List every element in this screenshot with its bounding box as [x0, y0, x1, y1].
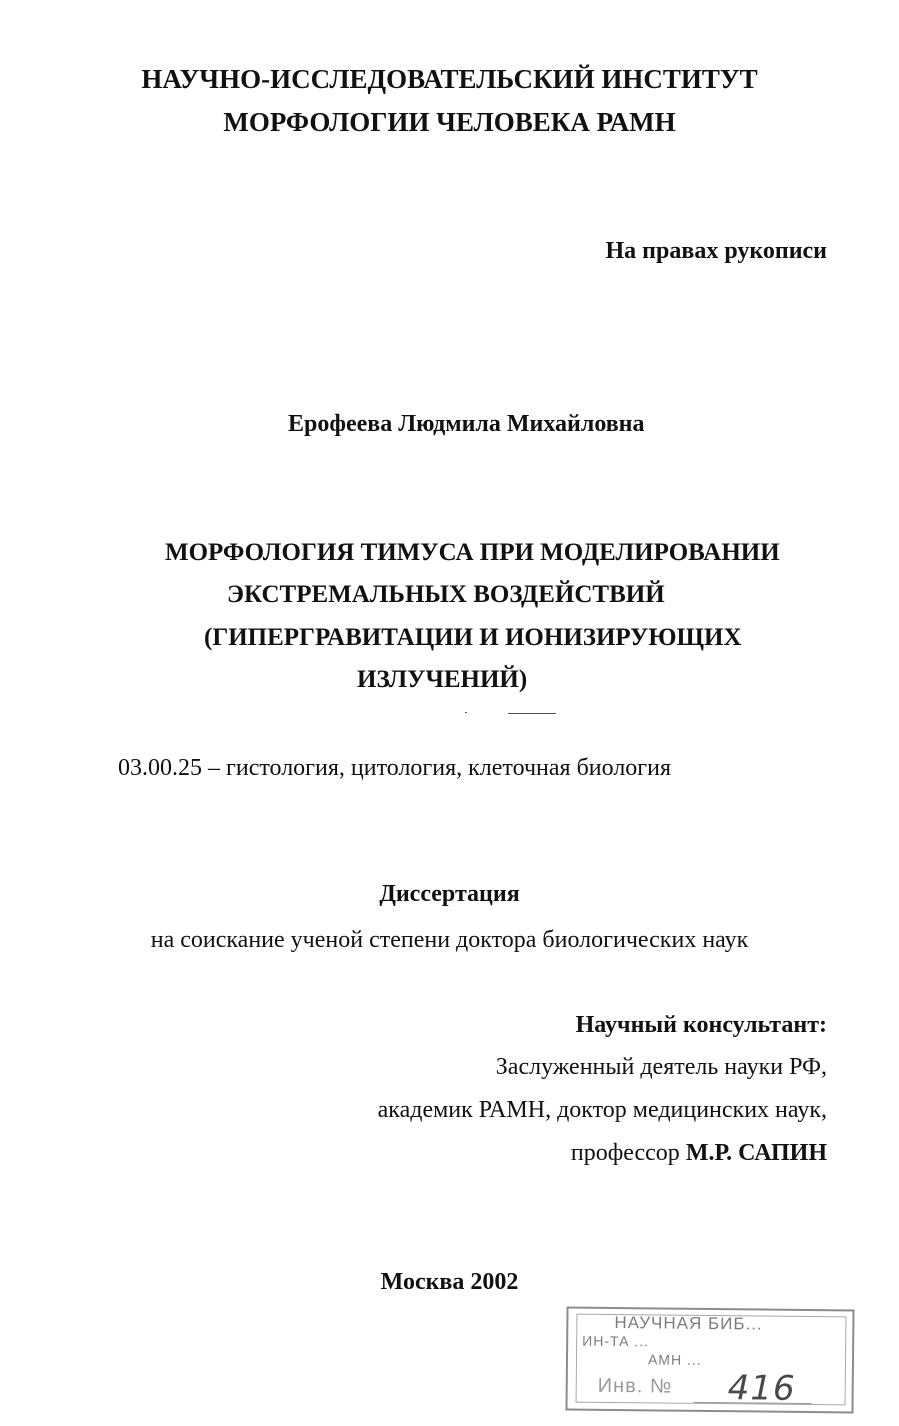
rights-note: На правах рукописи: [605, 238, 827, 264]
stamp-academy-line: АМН ...: [647, 1351, 702, 1368]
consultant-rank: профессор: [570, 1140, 680, 1166]
stamp-institute-line: ИН-ТА ...: [582, 1332, 650, 1350]
consultant-title-line1: Заслуженный деятель науки РФ,: [495, 1054, 827, 1080]
thesis-title-line4: ИЗЛУЧЕНИЙ): [357, 666, 528, 693]
specialty-code: 03.00.25 – гистология, цитология, клеточная биология: [118, 755, 672, 781]
institute-name-line2: МОРФОЛОГИИ ЧЕЛОВЕКА РАМН: [223, 107, 676, 137]
place-and-year: Москва 2002: [380, 1269, 519, 1295]
consultant-heading: Научный консультант:: [575, 1012, 827, 1038]
scan-mark: [465, 712, 467, 713]
degree-purpose: на соискание ученой степени доктора биологических наук: [150, 927, 749, 953]
stamp-library-name: НАУЧНАЯ БИБ...: [614, 1312, 763, 1334]
consultant-name-line: [571, 1139, 827, 1168]
author-name: Ерофеева Людмила Михайловна: [288, 411, 645, 437]
stamp-inventory-label: Инв. №: [597, 1374, 673, 1398]
scan-mark: [508, 713, 556, 714]
consultant-title-line2: академик РАМН, доктор медицинских наук,: [377, 1097, 827, 1123]
library-stamp: [565, 1306, 854, 1413]
work-type: Диссертация: [379, 881, 520, 907]
institute-name-line1: НАУЧНО-ИССЛЕДОВАТЕЛЬСКИЙ ИНСТИТУТ: [141, 64, 758, 94]
thesis-title-line2: ЭКСТРЕМАЛЬНЫХ ВОЗДЕЙСТВИЙ: [227, 581, 665, 608]
thesis-title-line1: МОРФОЛОГИЯ ТИМУСА ПРИ МОДЕЛИРОВАНИИ: [165, 539, 780, 566]
consultant-name: М.Р. САПИН: [685, 1140, 827, 1166]
thesis-title-line3: (ГИПЕРГРАВИТАЦИИ И ИОНИЗИРУЮЩИХ: [204, 624, 742, 651]
stamp-inventory-number: 416: [727, 1368, 796, 1409]
